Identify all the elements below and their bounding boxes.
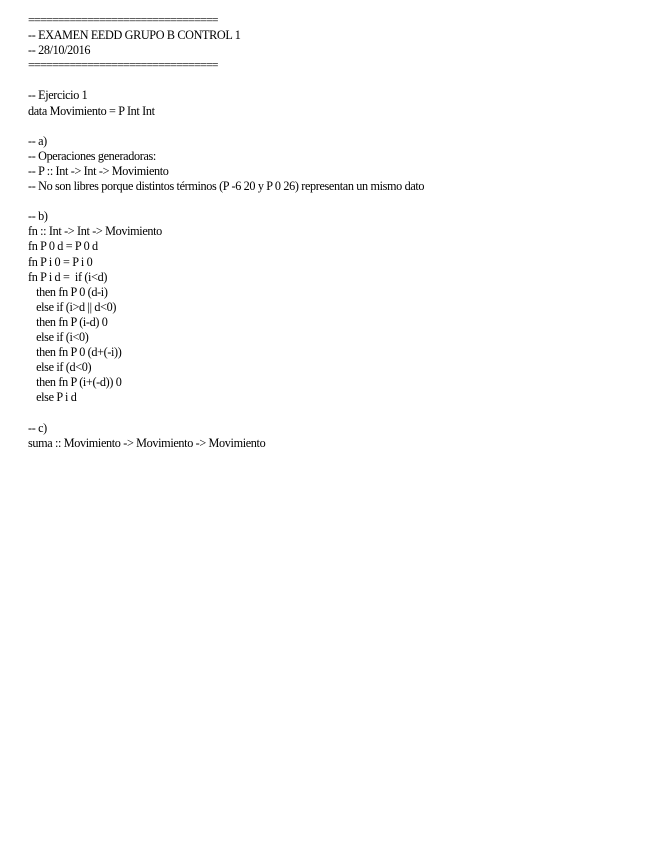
separator-line: ================================ (28, 13, 218, 27)
code-line: then fn P (i-d) 0 (28, 314, 108, 329)
code-line: else if (i<0) (28, 329, 89, 344)
code-line: fn P i d = if (i<d) (28, 269, 108, 284)
blank-line (28, 119, 628, 134)
blank-line (28, 73, 628, 88)
comment-exam-title: -- EXAMEN EEDD GRUPO B CONTROL 1 (28, 28, 241, 43)
comment-section-c: -- c) (28, 420, 47, 435)
comment-section-a: -- a) (28, 133, 47, 148)
blank-line (28, 194, 628, 209)
comment-not-free-explanation: -- No son libres porque distintos términos (P -6 20 y P 0 26) representan un mismo dato (28, 179, 425, 194)
code-line: then fn P 0 (d+(-i)) (28, 345, 122, 360)
comment-exercise-heading: -- Ejercicio 1 (28, 88, 88, 103)
document-text (28, 13, 628, 451)
code-line: fn P 0 d = P 0 d (28, 239, 98, 254)
code-line: else if (i>d || d<0) (28, 299, 117, 314)
code-data-declaration: data Movimiento = P Int Int (28, 103, 155, 118)
comment-generator-signature: -- P :: Int -> Int -> Movimiento (28, 163, 169, 178)
code-line: then fn P (i+(-d)) 0 (28, 375, 122, 390)
code-line: else P i d (28, 390, 77, 405)
blank-line (28, 405, 628, 420)
code-line: then fn P 0 (d-i) (28, 284, 108, 299)
comment-section-b: -- b) (28, 209, 48, 224)
comment-generators-heading: -- Operaciones generadoras: (28, 148, 156, 163)
code-fn-signature: fn :: Int -> Int -> Movimiento (28, 224, 162, 239)
code-line: else if (d<0) (28, 360, 92, 375)
separator-line: ================================ (28, 58, 218, 73)
code-line: fn P i 0 = P i 0 (28, 254, 93, 269)
comment-exam-date: -- 28/10/2016 (28, 43, 91, 58)
code-suma-signature: suma :: Movimiento -> Movimiento -> Movimiento (28, 435, 266, 450)
